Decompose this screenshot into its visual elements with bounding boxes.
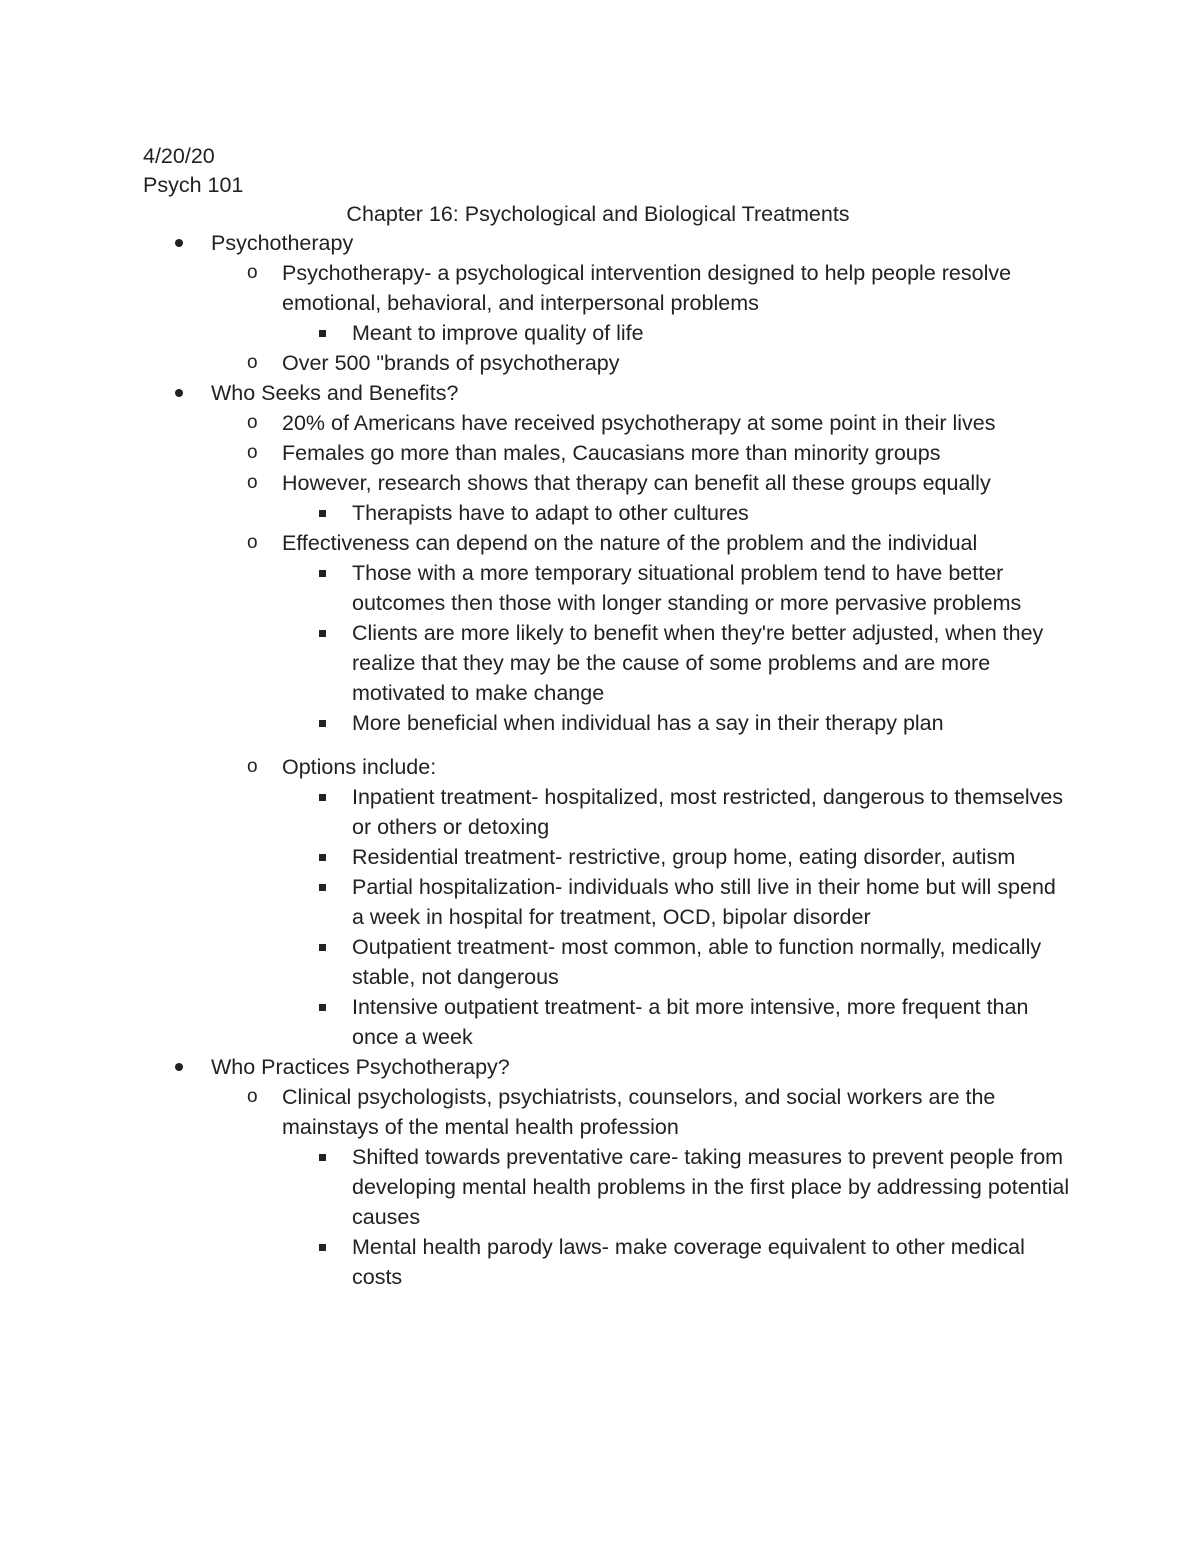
square-bullet-icon	[319, 854, 326, 861]
chapter-title: Chapter 16: Psychological and Biological Treatments	[346, 202, 850, 226]
outline-item-text: More beneficial when individual has a say in their therapy plan	[352, 711, 944, 735]
outline-item-level-2	[0, 258, 1200, 318]
square-bullet-icon	[319, 794, 326, 801]
outline-item-level-3	[0, 992, 1200, 1052]
square-bullet-icon	[319, 570, 326, 577]
outline-item-level-3	[0, 498, 1200, 528]
outline-item-text: Clinical psychologists, psychiatrists, counselors, and social workers are the mainstays of the mental health profession	[282, 1085, 996, 1139]
outline-item-level-3	[0, 318, 1200, 348]
square-bullet-icon	[319, 1154, 326, 1161]
square-bullet-icon	[319, 1004, 326, 1011]
circle-bullet-icon: o	[247, 472, 258, 493]
circle-bullet-icon: o	[247, 412, 258, 433]
circle-bullet-icon: o	[247, 262, 258, 283]
outline-item-level-2	[0, 1082, 1200, 1142]
disc-bullet-icon	[175, 239, 183, 247]
outline-item-level-3	[0, 842, 1200, 872]
outline-item-text: However, research shows that therapy can benefit all these groups equally	[282, 471, 991, 495]
outline-item-level-1	[0, 228, 1200, 258]
square-bullet-icon	[319, 944, 326, 951]
circle-bullet-icon: o	[247, 756, 258, 777]
outline-item-text: Options include:	[282, 755, 437, 779]
outline-item-level-2	[0, 752, 1200, 782]
outline-item-text: Meant to improve quality of life	[352, 321, 644, 345]
outline-item-level-3	[0, 708, 1200, 738]
outline-item-level-3	[0, 782, 1200, 842]
outline-item-text: Residential treatment- restrictive, group home, eating disorder, autism	[352, 845, 1016, 869]
outline-item-text: 20% of Americans have received psychotherapy at some point in their lives	[282, 411, 996, 435]
outline-item-text: Inpatient treatment- hospitalized, most restricted, dangerous to themselves or others or detoxing	[352, 785, 1064, 839]
outline-item-text: Who Practices Psychotherapy?	[211, 1055, 510, 1079]
course-line: Psych 101	[143, 173, 244, 197]
outline-item-text: Females go more than males, Caucasians more than minority groups	[282, 441, 941, 465]
outline-item-level-3	[0, 872, 1200, 932]
outline-item-text: Partial hospitalization- individuals who still live in their home but will spend a week in hospital for treatment, OCD, bipolar disorder	[352, 875, 1056, 929]
notes-outline	[0, 228, 1200, 1292]
outline-item-text: Who Seeks and Benefits?	[211, 381, 459, 405]
square-bullet-icon	[319, 510, 326, 517]
outline-item-level-3	[0, 1232, 1200, 1292]
square-bullet-icon	[319, 630, 326, 637]
outline-item-level-2	[0, 408, 1200, 438]
square-bullet-icon	[319, 1244, 326, 1251]
square-bullet-icon	[319, 330, 326, 337]
circle-bullet-icon: o	[247, 442, 258, 463]
disc-bullet-icon	[175, 389, 183, 397]
circle-bullet-icon: o	[247, 1086, 258, 1107]
outline-item-level-2	[0, 528, 1200, 558]
outline-item-level-3	[0, 1142, 1200, 1232]
outline-item-text: Over 500 "brands of psychotherapy	[282, 351, 620, 375]
outline-item-text: Intensive outpatient treatment- a bit more intensive, more frequent than once a week	[352, 995, 1029, 1049]
outline-item-level-2	[0, 468, 1200, 498]
square-bullet-icon	[319, 884, 326, 891]
outline-item-text: Psychotherapy	[211, 231, 354, 255]
disc-bullet-icon	[175, 1063, 183, 1071]
outline-item-text: Those with a more temporary situational problem tend to have better outcomes then those with longer standing or more pervasive problems	[352, 561, 1022, 615]
circle-bullet-icon: o	[247, 532, 258, 553]
outline-item-text: Clients are more likely to benefit when they're better adjusted, when they realize that they may be the cause of some problems and are more motivated to make change	[352, 621, 1044, 705]
outline-item-text: Outpatient treatment- most common, able to function normally, medically stable, not dangerous	[352, 935, 1042, 989]
outline-item-text: Effectiveness can depend on the nature of the problem and the individual	[282, 531, 978, 555]
outline-item-text: Mental health parody laws- make coverage equivalent to other medical costs	[352, 1235, 1025, 1289]
circle-bullet-icon: o	[247, 352, 258, 373]
outline-item-level-3	[0, 558, 1200, 618]
blank-line	[0, 738, 1200, 752]
outline-item-level-3	[0, 932, 1200, 992]
outline-item-level-3	[0, 618, 1200, 708]
outline-item-level-1	[0, 1052, 1200, 1082]
outline-item-level-2	[0, 438, 1200, 468]
outline-item-level-1	[0, 378, 1200, 408]
outline-item-text: Therapists have to adapt to other cultures	[352, 501, 749, 525]
outline-item-level-2	[0, 348, 1200, 378]
date-line: 4/20/20	[143, 144, 215, 168]
outline-item-text: Shifted towards preventative care- taking measures to prevent people from developing mental health problems in the first place by addressing potential causes	[352, 1145, 1070, 1229]
square-bullet-icon	[319, 720, 326, 727]
outline-item-text: Psychotherapy- a psychological intervention designed to help people resolve emotional, behavioral, and interpersonal problems	[282, 261, 1012, 315]
